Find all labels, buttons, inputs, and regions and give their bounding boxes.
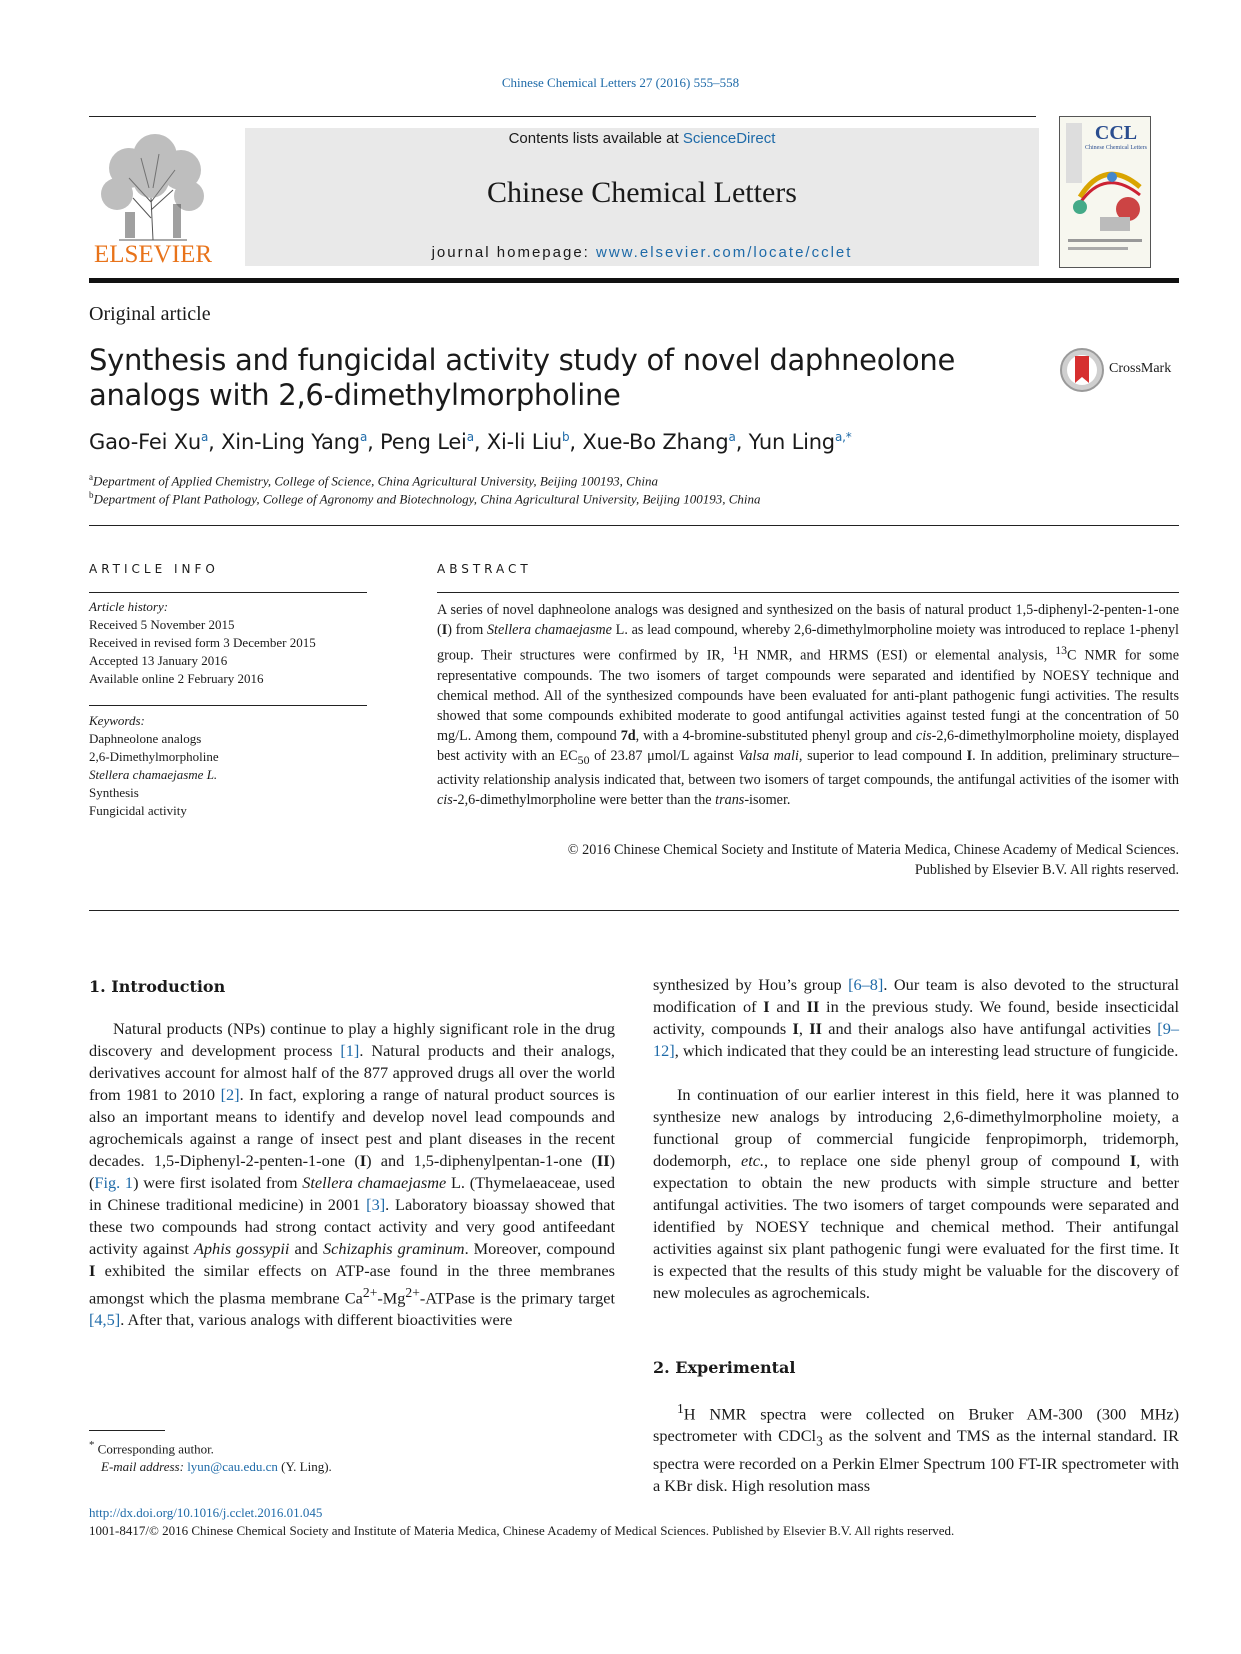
header-rule [89, 525, 1179, 526]
figure-link[interactable]: Fig. 1 [94, 1173, 134, 1192]
abstract-rule [437, 592, 1179, 593]
cover-title: CCL [1094, 122, 1138, 144]
author-affil-mark[interactable]: a [466, 430, 474, 444]
keyword: Stellera chamaejasme L. [89, 767, 218, 782]
elsevier-logo[interactable] [89, 128, 217, 266]
experimental-paragraph-1: $^1$H NMR spectra were collected on Bruker AM-300 (300 MHz) spectrometer with CDCl$_3$ as the solvent and TMS as the internal standard. IR spectra were recorded on a Perkin Elmer Spectrum 100 FT-IR spectrometer with a KBr disk. High resolution mass [653, 1401, 1179, 1495]
affiliation-a [89, 472, 658, 489]
info-rule [89, 592, 367, 593]
author-name: Yun Ling [748, 430, 835, 454]
contents-prefix: Contents lists available at [508, 130, 683, 147]
article-info-heading: ARTICLE INFO [89, 562, 219, 576]
footnote-rule [89, 1430, 165, 1431]
journal-title: Chinese Chemical Letters [487, 176, 797, 209]
author-affil-mark[interactable]: a [728, 430, 736, 444]
journal-cover-image[interactable] [1059, 116, 1151, 268]
intro-paragraph-1: Natural products (NPs) continue to play a highly significant role in the drug discovery and development process [1]. Natural products and their analogs, derivatives account for almost half of the 877 approved drugs all over the world from 1981 to 2010 [2]. In fact, exploring a range of natural product sources is also an important means to identify and develop novel lead compounds and agrochemicals against a range of insect pest and plant diseases in the recent decades. 1,5-Diphenyl-2-penten-1-one (I) and 1,5-diphenylpentan-1-one (II) (Fig. 1) were first isolated from Stellera chamaejasme L. (Thymelaeaceae, used in Chinese traditional medicine) in 2001 [3]. Laboratory bioassay showed that these two compounds had strong contact activity and very good antifeedant activity against Aphis gossypii and Schizaphis graminum. Moreover, compound I exhibited the similar effects on ATP-ase found in the three membranes amongst which the plasma membrane $Ca^{2+}-Mg^{2+}$-ATPase is the primary target [4,5]. After that, various analogs with different bioactivities were [89, 1019, 616, 1330]
article-title: Synthesis and fungicidal activity study of novel daphneolone analogs with 2,6-dimethylmorpholine [89, 343, 955, 412]
contents-line [245, 130, 1039, 147]
abstract-end-rule [89, 910, 1179, 911]
author-name: Xin-Ling Yang [221, 430, 360, 454]
crossmark-badge[interactable] [1059, 347, 1189, 393]
affiliation-text: Department of Plant Pathology, College of Agronomy and Biotechnology, China Agricultural University, Beijing 100193, China [93, 491, 761, 507]
email-suffix: (Y. Ling). [277, 1459, 332, 1475]
affiliation-text: Department of Applied Chemistry, College of Science, China Agricultural University, Beijing 100193, China [93, 473, 658, 489]
cover-art-icon [1060, 117, 1150, 267]
homepage-link[interactable]: www.elsevier.com/locate/cclet [596, 244, 853, 261]
homepage-line [245, 244, 1039, 261]
keyword: Daphneolone analogs [89, 731, 202, 746]
crossmark-label: CrossMark [1109, 361, 1172, 376]
sciencedirect-link[interactable]: ScienceDirect [682, 130, 776, 147]
author-name: Xue-Bo Zhang [582, 430, 729, 454]
history-label: Article history: [89, 599, 169, 614]
intro-paragraph-1-continued: synthesized by Hou’s group [6–8]. Our team is also devoted to the structural modification of I and II in the previous study. We found, beside insecticidal activity, compounds I, II and their analogs also have antifungal activities [9–12], which indicated that they could be an interesting lead structure of fungicide. [653, 975, 1180, 1060]
intro-paragraph-2: In continuation of our earlier interest in this field, here it was planned to synthesize new analogs by introducing 2,6-dimethylmorpholine moiety, a functional group of commercial fungicide fenpropimorph, tridemorph, dodemorph, etc., to replace one side phenyl group of compound I, with expectation to obtain the new products with simple structure and better antifungal activities. The two isomers of target compounds were separated and identified by NOESY technique and chemical method. Their antifungal activities against six plant pathogenic fungi were evaluated for the first time. It is expected that the results of this study might be valuable for the discovery of new molecules as agrochemicals. [653, 1085, 1180, 1302]
keywords [89, 712, 219, 820]
abstract-text: A series of novel daphneolone analogs was designed and synthesized on the basis of natural product 1,5-diphenyl-2-penten-1-one (I) from Stellera chamaejasme L. as lead compound, whereby 2,6-dimethylmorpholine moiety was introduced to replace 1-phenyl group. Their structures were confirmed by IR, $^1$H NMR, and HRMS (ESI) or elemental analysis, $^{13}$C NMR for some representative compounds. The two isomers of target compounds were separated and identified by NOESY technique and chemical method. All of the synthesized compounds have been evaluated for anti-plant pathogenic fungi activities. The results showed that some compounds exhibited moderate to good antifungal activities against tested fungi at the concentration of 50 mg/L. Among them, compound 7d, with a 4-bromine-substituted phenyl group and cis-2,6-dimethylmorpholine moiety, displayed best activity with an $EC_{50}$ of 23.87 μmol/L against Valsa mali, superior to lead compound I. In addition, preliminary structure–activity relationship analysis indicated that, between two isomers of target compounds, the antifungal activities of the isomer with cis-2,6-dimethylmorpholine were better than the trans-isomer. [437, 602, 1180, 808]
history-item: Received in revised form 3 December 2015 [89, 635, 316, 650]
cover-subtitle: Chinese Chemical Letters [1085, 145, 1147, 151]
issn-copyright-line: 1001-8417/© 2016 Chinese Chemical Society and Institute of Materia Medica, Chinese Academy of Medical Sciences. Published by Elsevier B.V. All rights reserved. [89, 1523, 955, 1538]
author-name: Peng Lei [380, 430, 467, 454]
info-rule [89, 705, 367, 706]
author-list: Gao-Fei Xu$^a$, Xin-Ling Yang$^a$, Peng Lei$^a$, Xi-li Liu$^b$, Xue-Bo Zhang$^a$, Yun Ling$^{a,*}$ [89, 430, 852, 454]
keywords-label: Keywords: [89, 713, 145, 728]
homepage-prefix: journal homepage: [431, 244, 597, 261]
email-label: E-mail address: [101, 1459, 184, 1475]
author-affil-mark[interactable]: a,* [834, 430, 852, 444]
author-affil-mark[interactable]: a [201, 430, 209, 444]
abstract-copyright: © 2016 Chinese Chemical Society and Institute of Materia Medica, Chinese Academy of Medical Sciences. Published by Elsevier B.V. All rights reserved. [567, 842, 1179, 878]
citation-link[interactable]: [6–8] [848, 975, 884, 994]
email-link[interactable]: lyun@cau.edu.cn [187, 1459, 278, 1475]
citation-link[interactable]: [4,5] [89, 1310, 121, 1330]
article-history [89, 598, 316, 688]
author-affil-mark[interactable]: b [561, 430, 570, 444]
footnote [89, 1436, 332, 1476]
affiliation-mark: a [89, 472, 93, 482]
author-name: Gao-Fei Xu [89, 430, 202, 454]
author-name: Xi-li Liu [486, 430, 562, 454]
keyword: 2,6-Dimethylmorpholine [89, 749, 219, 764]
top-rule [89, 116, 1036, 117]
running-head[interactable]: Chinese Chemical Letters 27 (2016) 555–558 [501, 75, 740, 90]
citation-link[interactable]: [9–12] [653, 1019, 1179, 1060]
corresponding-author: Corresponding author. [97, 1441, 214, 1457]
citation-link[interactable]: [1] [340, 1041, 360, 1060]
footnote-mark: * [89, 1439, 95, 1451]
keyword: Synthesis [89, 785, 139, 800]
citation-link[interactable]: [2] [220, 1085, 240, 1104]
article-type: Original article [89, 303, 211, 325]
elsevier-tree-icon [89, 128, 217, 266]
section-heading-experimental: 2. Experimental [653, 1358, 796, 1377]
affiliation-mark: b [89, 490, 94, 500]
abstract-heading: ABSTRACT [437, 562, 532, 576]
history-item: Available online 2 February 2016 [89, 671, 264, 686]
author-affil-mark[interactable]: a [359, 430, 368, 444]
history-item: Received 5 November 2015 [89, 617, 235, 632]
citation-link[interactable]: [3] [366, 1195, 386, 1214]
keyword: Fungicidal activity [89, 803, 187, 818]
affiliation-b [89, 490, 761, 507]
masthead-rule [89, 278, 1179, 283]
section-heading-introduction: 1. Introduction [89, 977, 226, 996]
doi-link[interactable]: http://dx.doi.org/10.1016/j.cclet.2016.01.045 [89, 1505, 323, 1520]
elsevier-wordmark: ELSEVIER [93, 241, 213, 266]
history-item: Accepted 13 January 2016 [89, 653, 228, 668]
crossmark-icon [1059, 347, 1105, 393]
